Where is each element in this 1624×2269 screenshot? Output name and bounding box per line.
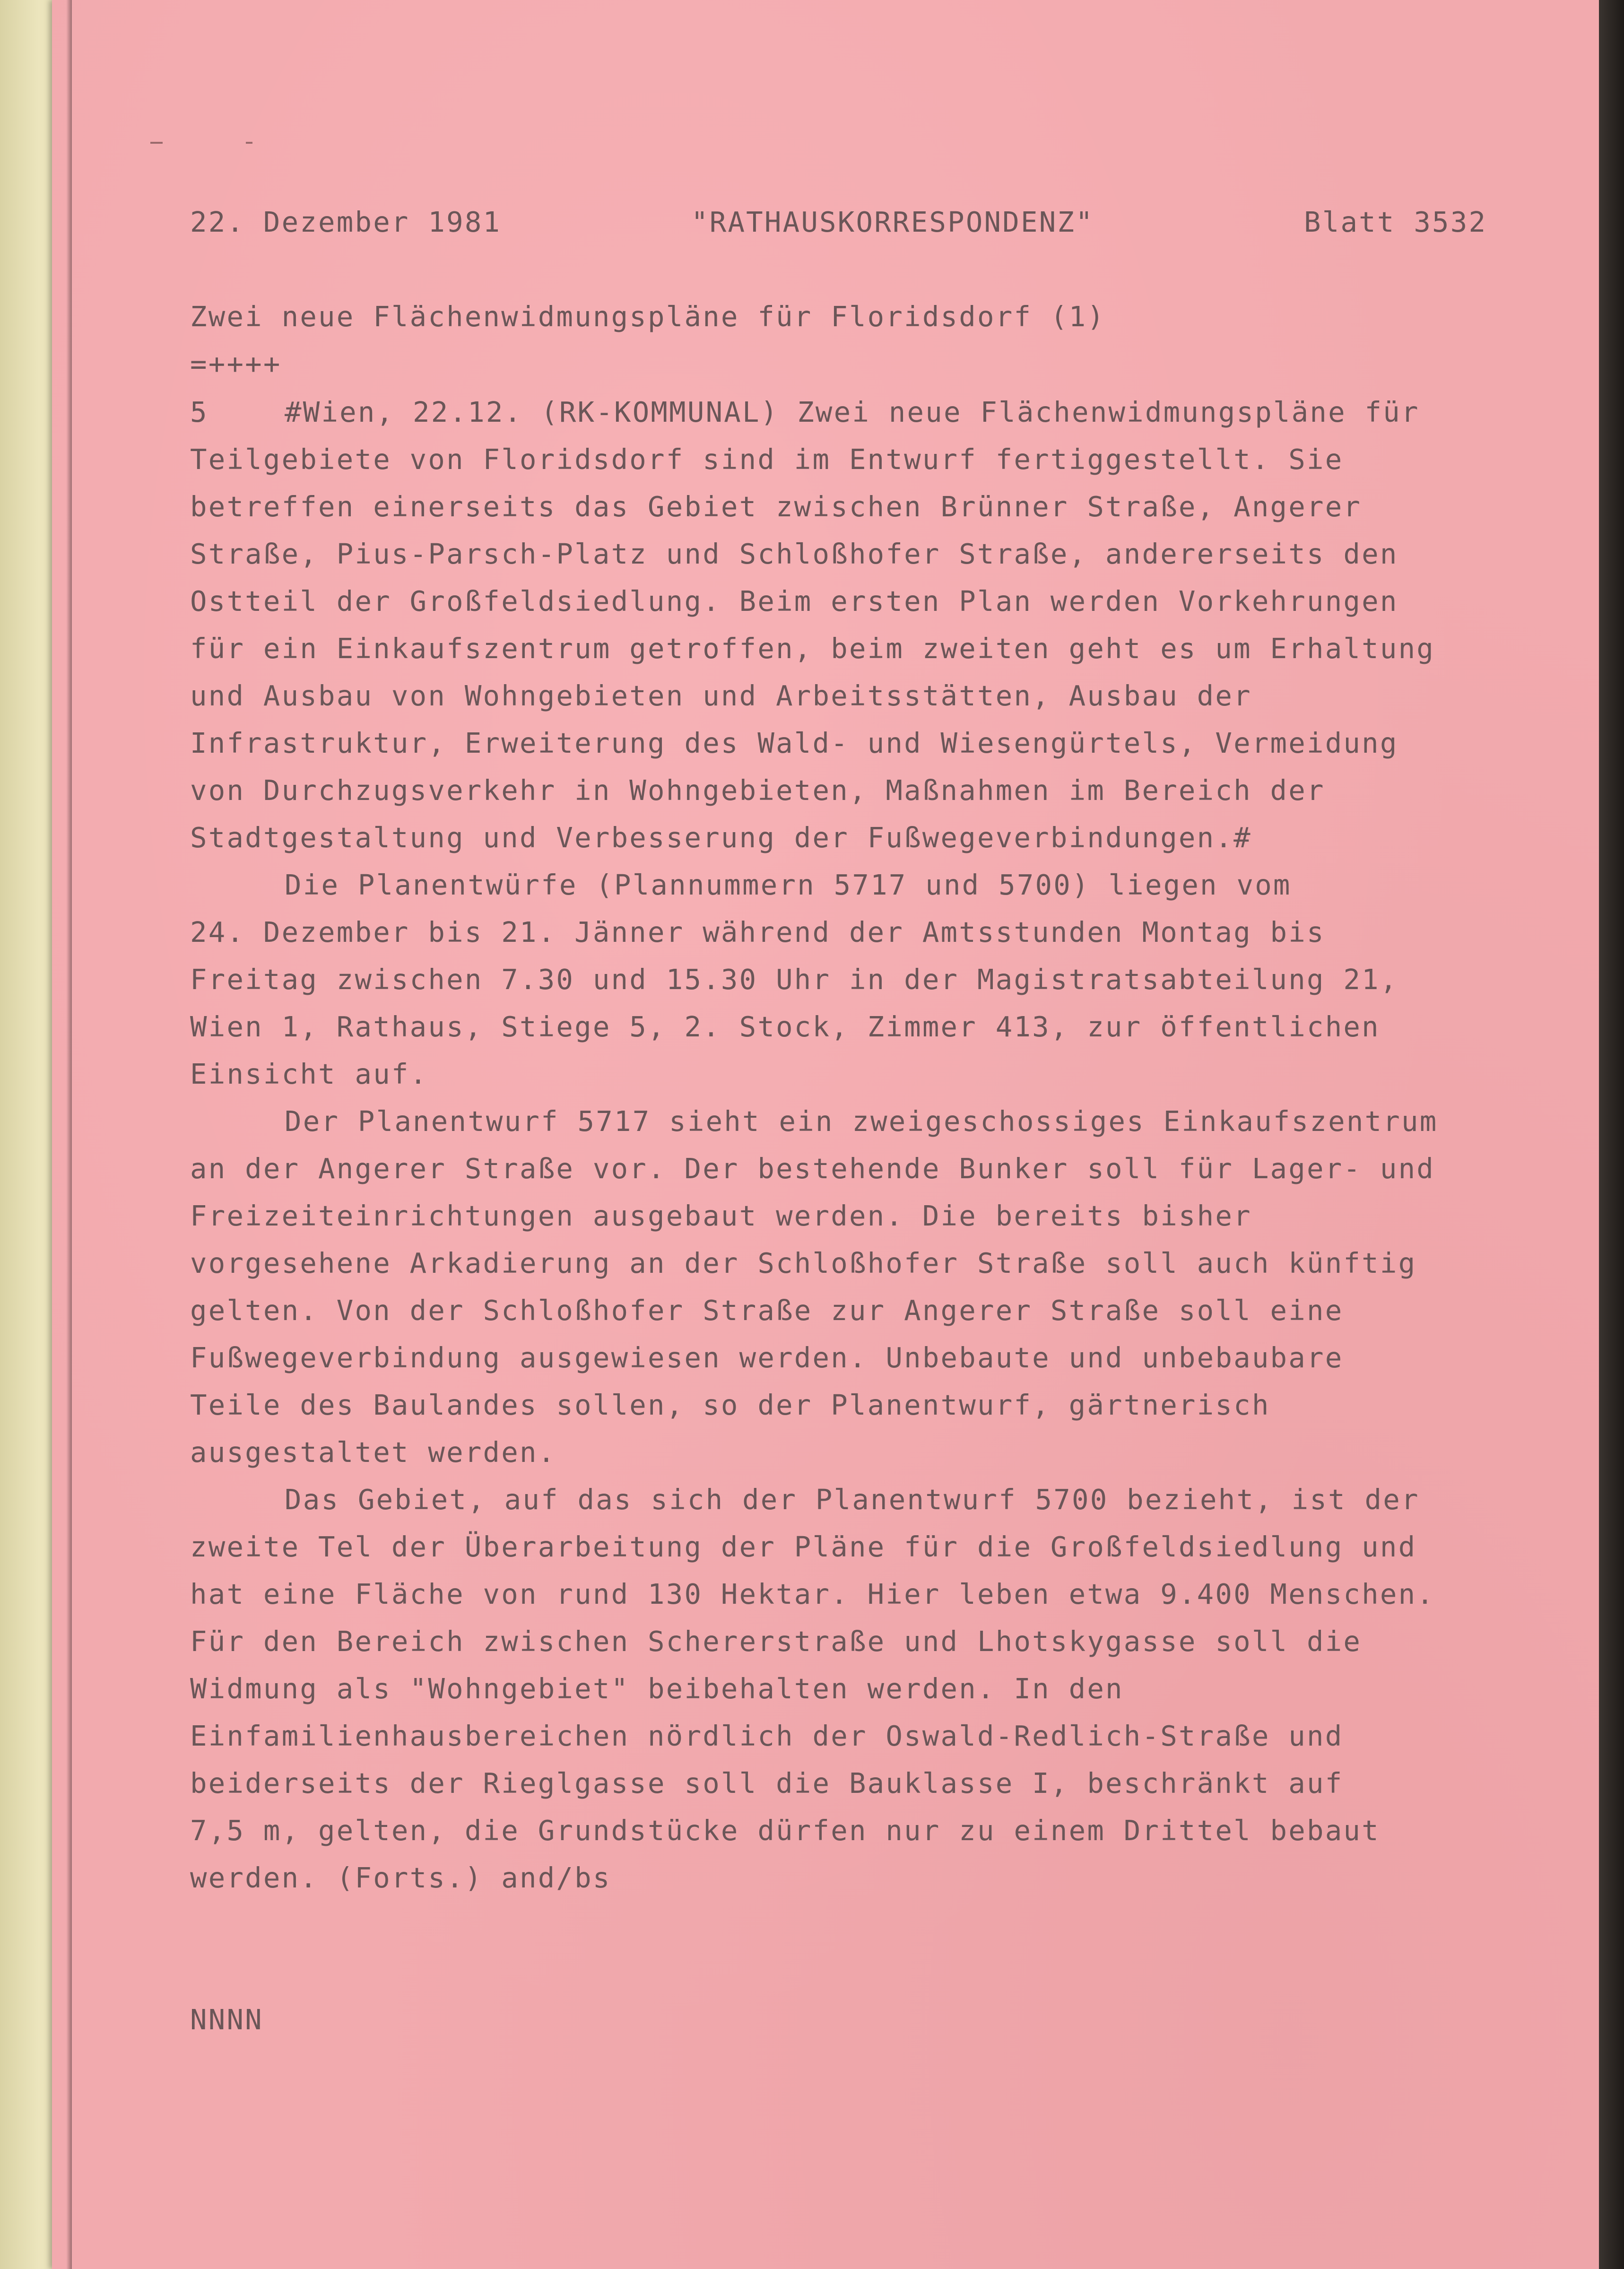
header-page-number: Blatt 3532 [1304,206,1487,238]
paragraph-3-line: an der Angerer Straße vor. Der bestehende Bunker soll für Lager- und [190,1152,1435,1185]
article-number: 5 [190,396,208,428]
paragraph-3-line: vorgesehene Arkadierung an der Schloßhofer Straße soll auch künftig [190,1247,1417,1279]
paragraph-1-line: Straße, Pius-Parsch-Platz und Schloßhofer Straße, andererseits den [190,538,1398,570]
paragraph-3-line: Freizeiteinrichtungen ausgebaut werden. Die bereits bisher [190,1200,1252,1232]
paragraph-1-line: Ostteil der Großfeldsiedlung. Beim ersten Plan werden Vorkehrungen [190,585,1398,617]
paragraph-4-line: Für den Bereich zwischen Schererstraße und Lhotskygasse soll die [190,1625,1362,1658]
paragraph-2-line: Wien 1, Rathaus, Stiege 5, 2. Stock, Zimmer 413, zur öffentlichen [190,1010,1380,1043]
article-separator: =++++ [190,348,282,380]
paragraph-4-line: werden. (Forts.) and/bs [190,1861,611,1894]
paragraph-3-line: Teile des Baulandes sollen, so der Planentwurf, gärtnerisch [190,1389,1270,1421]
paragraph-1-line: von Durchzugsverkehr in Wohngebieten, Maßnahmen im Bereich der [190,774,1325,807]
paragraph-1-line: #Wien, 22.12. (RK-KOMMUNAL) Zwei neue Flächenwidmungspläne für [285,396,1420,428]
header-date: 22. Dezember 1981 [190,206,502,238]
paragraph-3-line: Der Planentwurf 5717 sieht ein zweigeschossiges Einkaufszentrum [285,1105,1438,1138]
header-publication: "RATHAUSKORRESPONDENZ" [691,206,1094,238]
end-marker: NNNN [190,2003,263,2036]
paragraph-4-line: hat eine Fläche von rund 130 Hektar. Hier leben etwa 9.400 Menschen. [190,1578,1435,1610]
paragraph-3-line: ausgestaltet werden. [190,1436,556,1469]
paragraph-1-line: betreffen einerseits das Gebiet zwischen Brünner Straße, Angerer [190,490,1362,523]
paragraph-2-line: 24. Dezember bis 21. Jänner während der Amtsstunden Montag bis [190,916,1325,948]
paragraph-4-line: zweite Tel der Überarbeitung der Pläne für die Großfeldsiedlung und [190,1530,1417,1563]
paragraph-1-line: Infrastruktur, Erweiterung des Wald- und Wiesengürtels, Vermeidung [190,727,1398,759]
page-edge-shadow [66,0,72,2269]
paragraph-1-line: und Ausbau von Wohngebieten und Arbeitsstätten, Ausbau der [190,679,1252,712]
paragraph-1-line: Stadtgestaltung und Verbesserung der Fußwegeverbindungen.# [190,821,1252,854]
paragraph-4-line: Widmung als "Wohngebiet" beibehalten werden. In den [190,1672,1124,1705]
paragraph-2-line: Die Planentwürfe (Plannummern 5717 und 5700) liegen vom [285,869,1292,901]
paragraph-3-line: Fußwegeverbindung ausgewiesen werden. Unbebaute und unbebaubare [190,1341,1344,1374]
punch-mark [150,142,163,144]
paragraph-2-line: Freitag zwischen 7.30 und 15.30 Uhr in der Magistratsabteilung 21, [190,963,1398,996]
paragraph-3-line: gelten. Von der Schloßhofer Straße zur Angerer Straße soll eine [190,1294,1344,1327]
paragraph-4-line: Einfamilienhausbereichen nördlich der Oswald-Redlich-Straße und [190,1720,1344,1752]
scan-background-edge [1599,0,1624,2269]
article-title: Zwei neue Flächenwidmungspläne für Floridsdorf (1) [190,300,1106,333]
paragraph-1-line: für ein Einkaufszentrum getroffen, beim zweiten geht es um Erhaltung [190,632,1435,665]
punch-mark [246,142,252,144]
paragraph-2-line: Einsicht auf. [190,1058,428,1090]
paragraph-4-line: 7,5 m, gelten, die Grundstücke dürfen nur zu einem Drittel bebaut [190,1814,1380,1847]
paragraph-1-line: Teilgebiete von Floridsdorf sind im Entwurf fertiggestellt. Sie [190,443,1344,476]
page-header [190,206,1495,243]
paragraph-4-line: beiderseits der Rieglgasse soll die Bauklasse I, beschränkt auf [190,1767,1344,1800]
paragraph-4-line: Das Gebiet, auf das sich der Planentwurf 5700 bezieht, ist der [285,1483,1420,1516]
